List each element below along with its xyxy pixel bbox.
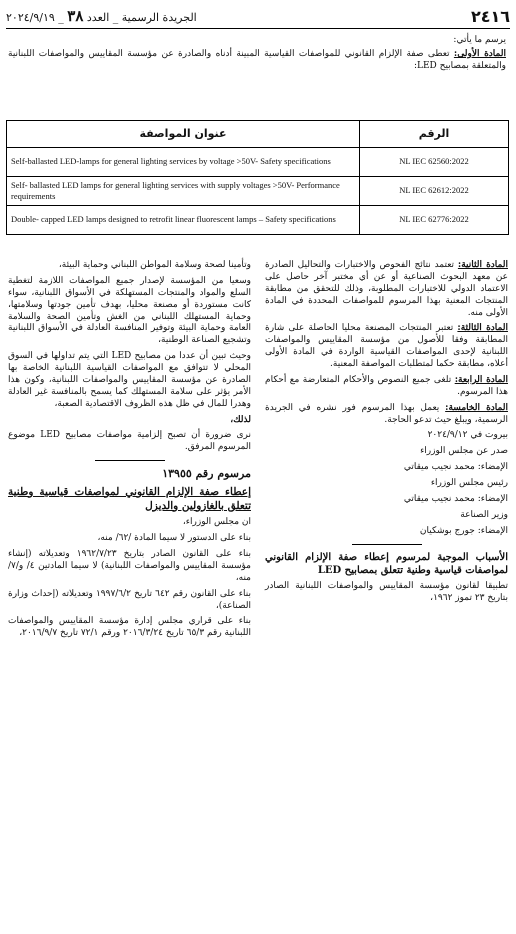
reasons-therefore: لذلك، [230,414,251,425]
gazette-prefix: الجريدة الرسمية _ العدد [86,11,197,25]
decree-basis-1: بناء على الدستور لا سيما المادة /٦٢/ منه، [97,533,251,544]
reasons-p1: وتأمينا لصحة وسلامة المواطن اللبناني وحماية البيئة، [58,260,251,270]
section-divider [352,544,422,545]
reasons-conclusion: نرى ضرورة أن تصبح إلزامية مواصفات مصابيح LED موضوع المرسوم المرفق. [8,430,251,453]
decree-intro [8,35,506,75]
reasons-p2: وسعيا من المؤسسة لإصدار جميع المواصفات اللازمة لتغطية السلع والمواد والمنتجات المستهلكة في الأسواق اللبنانية، سواء كانت مستوردة أو مصنعة محليا، بهدف تأمين جودتها وسلامتها، وحماية المستهلك اللبناني من الغش وتأمين الصحة والسلامة العامة وحماية البيئة وتوفير المنافسة العادلة في الأسواق اللبنانية وتشجيع الصناعة الوطنية، [8,275,251,346]
issued-by: صدر عن مجلس الوزراء [420,446,508,457]
decree-subject: إعطاء صفة الإلزام القانوني لمواصفات قياسية وطنية تتعلق بالغازولين والديزل [8,485,251,512]
reasons-text: تطبيقا لقانون مؤسسة المقاييس والمواصفات اللبنانية الصادر بتاريخ ٢٣ تموز ١٩٦٢، [265,580,508,603]
article-3-label: المادة الثالثة: [457,323,508,334]
table-header-row [7,121,509,148]
minister-title: وزير الصناعة [460,509,508,520]
article-4 [265,375,508,399]
table-row [7,148,509,177]
article-1-text: تعطى صفة الإلزام القانوني للمواصفات القياسية المبينة أدناه والصادرة عن مؤسسة المقاييس والمواصفات اللبنانية والمتعلقة بمصابيح LED: [8,48,506,71]
section-divider [95,460,165,461]
table-row [7,177,509,206]
article-5-text: يعمل بهذا المرسوم فور نشره في الجريدة الرسمية، ويبلغ حيث تدعو الحاجة. [265,402,508,425]
signature-president: الإمضاء: محمد نجيب ميقاتي [403,462,508,473]
reasons-p3: وحيث تبين أن عددا من مصابيح LED التي يتم تداولها في السوق المحلي لا تتوافق مع المواصفات القياسية اللبنانية الخاصة بها الصادرة عن مؤسسة المقاييس والمواصفات اللبنانية، وكون هذا الأمر يؤثر على سلامة المستهلك كما يسمح بالمنافسة غير العادلة وهدرا للمال في ظل هذه الظروف الاقتصادية الصعبة، [8,351,251,409]
article-1 [8,49,506,73]
standards-table [6,120,509,235]
standard-title: Self- ballasted LED lamps for general lighting services with supply voltages >50V- Performance requirements [7,177,360,206]
decree-basis-3: بناء على القانون رقم ٦٤٢ تاريخ ١٩٩٧/٦/٢ وتعديلاته (إحداث وزارة الصناعة)، [8,588,251,611]
article-1-label: المادة الأولى: [453,48,506,59]
article-4-text: تلغى جميع النصوص والأحكام المتعارضة مع أحكام هذا المرسوم. [265,374,508,397]
decree-title: مرسوم رقم ١٣٩٥٥ [162,467,251,481]
signature-pm: الإمضاء: محمد نجيب ميقاتي [403,493,508,504]
pm-title: رئيس مجلس الوزراء [430,478,508,488]
standard-title: Self-ballasted LED-lamps for general lighting services by voltage >50V- Safety specifications [7,148,360,177]
standard-number: NL IEC 62560:2022 [360,148,509,177]
standard-title: Double- capped LED lamps designed to retrofit linear fluorescent lamps – Safety specifications [7,206,360,235]
column-header-number: الرقم [360,121,509,148]
place-date: بيروت في ٢٠٢٤/٩/١٢ [427,430,508,441]
table-row [7,206,509,235]
reasons-title: الأسباب الموجبة لمرسوم إعطاء صفة الإلزام القانوني لمواصفات قياسية وطنية تتعلق بمصابيح LED [265,551,508,576]
right-column [265,260,508,609]
article-3 [265,323,508,371]
standard-number: NL IEC 62776:2022 [360,206,509,235]
signature-minister: الإمضاء: جورج بوشكيان [419,525,508,536]
article-5-label: المادة الخامسة: [445,402,508,413]
page-header [6,6,510,29]
standard-number: NL IEC 62612:2022 [360,177,509,206]
article-3-text: تعتبر المنتجات المصنعة محليا الحاصلة على شارة المطابقة وفقا للأصول من مؤسسة المقاييس والمواصفات اللبنانية لإحدى المواصفات القياسية الواردة في المادة الأولى أعلاه، مطابقة حكما لمتطلبات المواصفة المعنية. [265,323,508,369]
article-2-text: تعتمد نتائج الفحوص والاختبارات والتحاليل الصادرة عن معهد البحوث الصناعية أو عن أي مختبر آخر حاصل على الاعتماد الدولي للاختبارات المطلوبة، وذلك للتحقق من مطابقة المنتجات المعنية بهذا المرسوم للمواصفات المحددة في المادة الأولى منه. [265,260,508,318]
article-2 [265,260,508,319]
issue-number: ٣٨ [67,7,84,26]
page-number: ٢٤١٦ [470,7,510,27]
gazette-title [6,7,197,27]
gazette-date: _ ٢٠٢٤/٩/١٩ [6,11,64,25]
decree-preamble: ان مجلس الوزراء، [182,517,251,528]
decree-basis-4: بناء على قراري مجلس إدارة مؤسسة المقاييس والمواصفات اللبنانية رقم ٦٥/٣ تاريخ ٢٠١٦/٣/٢٤ ورقم ٧٢/١ تاريخ ٢٠١٦/٩/٧، [8,616,251,639]
decrees-line: يرسم ما يأتي: [453,35,506,45]
article-5 [265,403,508,427]
column-header-title: عنوان المواصفة [7,121,360,148]
left-column [8,260,251,644]
decree-basis-2: بناء على القانون الصادر بتاريخ ١٩٦٢/٧/٢٣ وتعديلاته (إنشاء مؤسسة المقاييس والمواصفات اللبنانية) لا سيما المادتين ٤/ و/٧/ منه، [8,549,251,583]
article-2-label: المادة الثانية: [457,260,508,270]
article-4-label: المادة الرابعة: [454,374,508,385]
